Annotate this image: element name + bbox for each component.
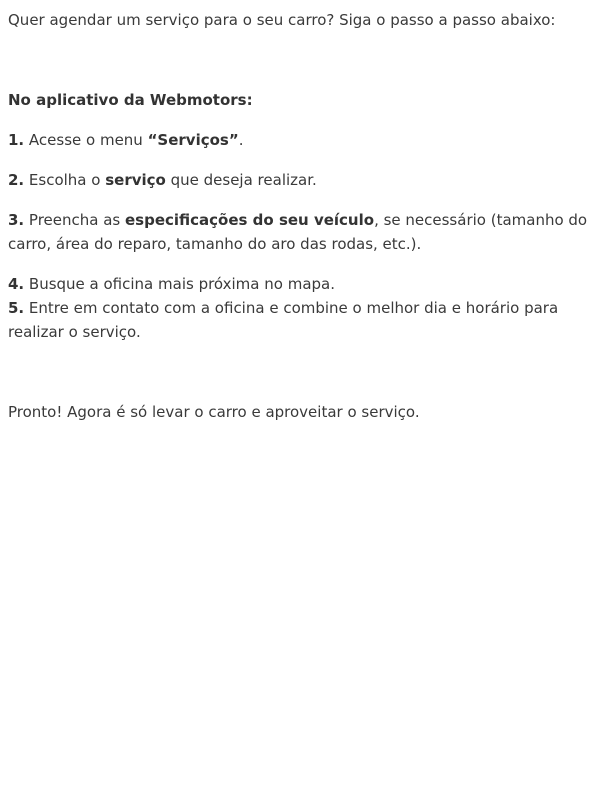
step-number: 2.	[8, 171, 25, 189]
step-text: Escolha o	[24, 171, 106, 189]
step-number: 4.	[8, 275, 25, 293]
step-number: 5.	[8, 299, 25, 317]
step-text: que deseja realizar.	[165, 171, 317, 189]
step-number: 3.	[8, 211, 25, 229]
step-1	[8, 128, 592, 152]
step-emphasis: serviço	[105, 171, 166, 189]
step-text: Acesse o menu	[24, 131, 148, 149]
app-heading-text: No aplicativo da Webmotors:	[8, 91, 253, 109]
step-5	[8, 296, 592, 344]
step-text: Entre em contato com a oficina e combine o melhor dia e horário para realizar o serviço.	[8, 299, 559, 341]
step-emphasis: especificações do seu veículo	[124, 211, 375, 229]
spacer	[8, 344, 592, 400]
closing-text: Pronto! Agora é só levar o carro e aproveitar o serviço.	[8, 403, 420, 421]
intro-text: Quer agendar um serviço para o seu carro? Siga o passo a passo abaixo:	[8, 11, 556, 29]
step-number: 1.	[8, 131, 25, 149]
step-emphasis: “Serviços”	[147, 131, 239, 149]
step-4	[8, 272, 592, 296]
app-heading	[8, 88, 592, 112]
step-2	[8, 168, 592, 192]
step-text: , se necessário (tamanho do carro, área do reparo, tamanho do aro das rodas, etc.).	[8, 211, 588, 253]
spacer	[8, 32, 592, 88]
step-text: Busque a oficina mais próxima no mapa.	[24, 275, 335, 293]
step-3	[8, 208, 592, 256]
step-text: Preencha as	[24, 211, 125, 229]
step-text: .	[238, 131, 244, 149]
